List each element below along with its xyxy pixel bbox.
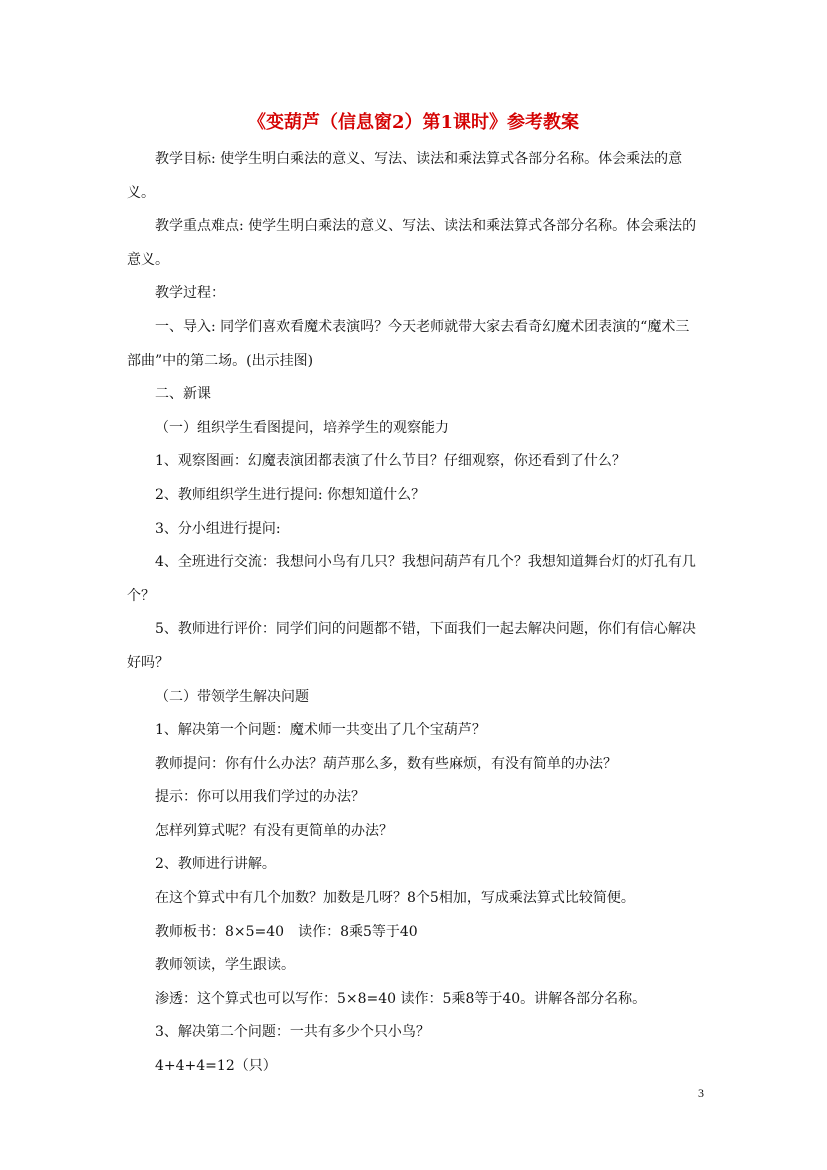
paragraph-introduction: 一、导入: 同学们喜欢看魔术表演吗？今天老师就带大家去看奇幻魔术团表演的“魔术三部曲”中的第二场。(出示挂图) (127, 318, 690, 369)
paragraph-step-4: 4、全班进行交流：我想问小鸟有几只？我想问葫芦有几个？我想知道舞台灯的灯孔有几个？ (127, 554, 696, 604)
document-body (127, 143, 701, 1084)
paragraph-addends: 在这个算式中有几个加数？加数是几呀？8个5相加，写成乘法算式比较简便。 (155, 890, 635, 907)
page-number: 3 (698, 1086, 704, 1100)
paragraph-new-lesson-heading: 二、新课 (155, 386, 211, 403)
paragraph-step-5: 5、教师进行评价：同学们问的问题都不错，下面我们一起去解决问题，你们有信心解决好吗？ (127, 621, 696, 671)
paragraph-board-writing: 教师板书：8×5=40 读作：8乘5等于40 (155, 923, 418, 940)
paragraph-section-one-heading: （一）组织学生看图提问，培养学生的观察能力 (155, 419, 449, 436)
paragraph-equation-birds: 4+4+4=12（只） (155, 1058, 277, 1075)
paragraph-equation-question: 怎样列算式呢？有没有更简单的办法？ (155, 822, 393, 839)
paragraph-teacher-question: 教师提问：你有什么办法？葫芦那么多，数有些麻烦，有没有简单的办法？ (155, 755, 617, 772)
paragraph-hint: 提示：你可以用我们学过的办法？ (155, 789, 365, 806)
paragraph-teacher-explain: 2、教师进行讲解。 (155, 856, 276, 873)
document-title: 《变葫芦（信息窗2）第1课时》参考教案 (247, 112, 580, 133)
paragraph-infiltration: 渗透：这个算式也可以写作：5×8=40 读作：5乘8等于40。讲解各部分名称。 (155, 990, 647, 1007)
paragraph-lead-reading: 教师领读，学生跟读。 (155, 957, 295, 974)
paragraph-step-1: 1、观察图画：幻魔表演团都表演了什么节目？仔细观察，你还看到了什么？ (155, 453, 626, 470)
paragraph-problem-2: 3、解决第二个问题：一共有多少个只小鸟？ (155, 1024, 430, 1041)
paragraph-teaching-goal: 教学目标: 使学生明白乘法的意义、写法、读法和乘法算式各部分名称。体会乘法的意义。 (127, 151, 683, 201)
paragraph-process-heading: 教学过程： (155, 285, 225, 302)
paragraph-step-3: 3、分小组进行提问: (155, 520, 281, 537)
paragraph-key-difficulties: 教学重点难点: 使学生明白乘法的意义、写法、读法和乘法算式各部分名称。体会乘法的意义。 (127, 218, 697, 268)
paragraph-problem-1: 1、解决第一个问题：魔术师一共变出了几个宝葫芦？ (155, 722, 486, 739)
paragraph-step-2: 2、教师组织学生进行提问: 你想知道什么？ (155, 486, 426, 503)
paragraph-section-two-heading: （二）带领学生解决问题 (155, 688, 309, 705)
